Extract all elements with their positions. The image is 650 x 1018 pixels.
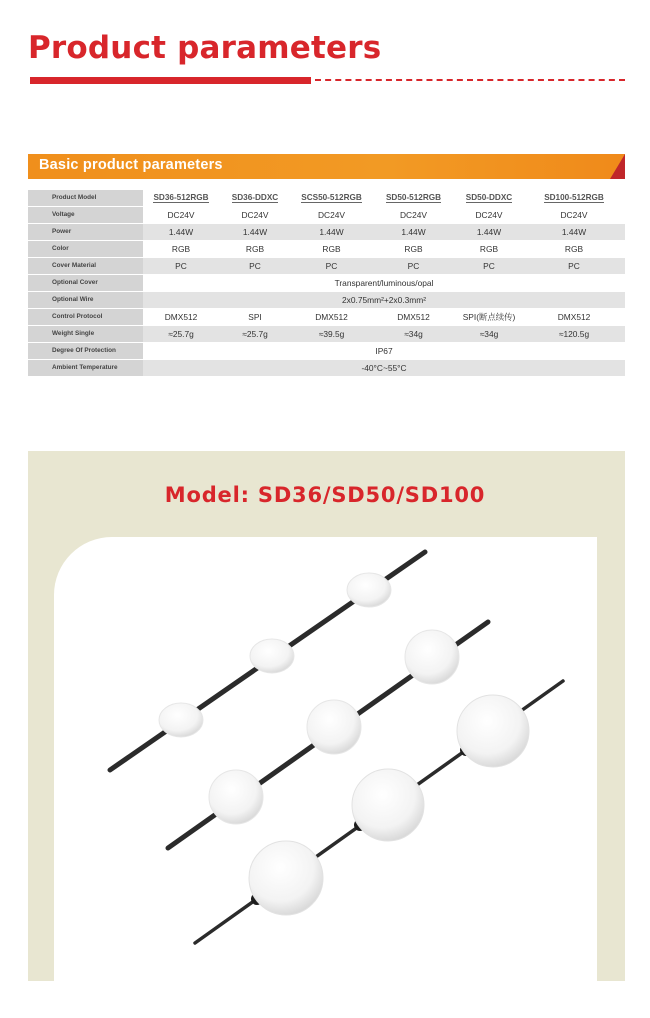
table-cell: PC <box>291 258 372 275</box>
table-cell: 1.44W <box>143 224 219 241</box>
pixel-bulb <box>209 770 263 824</box>
table-cell: RGB <box>291 241 372 258</box>
pixel-bulb <box>307 700 361 754</box>
model-header: SD100-512RGB <box>544 193 604 202</box>
table-cell: DC24V <box>372 207 455 224</box>
light-string-sd50 <box>168 622 488 848</box>
table-cell: RGB <box>455 241 523 258</box>
row-label: Product Model <box>28 190 143 207</box>
pixel-bulb <box>352 769 424 841</box>
table-cell: DMX512 <box>523 309 625 326</box>
table-cell: SPI <box>219 309 291 326</box>
table-cell: 1.44W <box>291 224 372 241</box>
table-cell: DC24V <box>219 207 291 224</box>
table-cell: DC24V <box>291 207 372 224</box>
pixel-bulb <box>250 639 294 673</box>
table-cell: 1.44W <box>372 224 455 241</box>
table-cell-merged: 2x0.75mm²+2x0.3mm² <box>143 292 625 309</box>
table-cell: RGB <box>143 241 219 258</box>
model-header: SD50-512RGB <box>385 193 442 202</box>
model-header: SD36-512RGB <box>153 193 209 202</box>
row-label: Optional Wire <box>28 292 143 309</box>
pixel-bulb <box>457 695 529 767</box>
model-header: SD36-DDXC <box>231 193 279 202</box>
table-cell-merged: -40°C~55°C <box>143 360 625 377</box>
pixel-bulb <box>249 841 323 915</box>
model-header: SD50-DDXC <box>465 193 513 202</box>
table-cell: DC24V <box>523 207 625 224</box>
row-label: Cover Material <box>28 258 143 275</box>
table-cell: ≈120.5g <box>523 326 625 343</box>
table-cell: DMX512 <box>143 309 219 326</box>
table-cell: ≈34g <box>455 326 523 343</box>
row-label: Optional Cover <box>28 275 143 292</box>
page-title: Product parameters <box>28 30 382 66</box>
table-cell: RGB <box>523 241 625 258</box>
row-label: Degree Of Protection <box>28 343 143 360</box>
table-cell: DC24V <box>455 207 523 224</box>
table-cell: DMX512 <box>291 309 372 326</box>
table-cell: 1.44W <box>523 224 625 241</box>
table-cell: 1.44W <box>455 224 523 241</box>
table-cell: 1.44W <box>219 224 291 241</box>
table-cell-merged: IP67 <box>143 343 625 360</box>
row-label: Control Protocol <box>28 309 143 326</box>
row-label: Weight Single <box>28 326 143 343</box>
pixel-bulb <box>347 573 391 607</box>
table-cell: ≈25.7g <box>143 326 219 343</box>
table-cell: PC <box>523 258 625 275</box>
model-title: Model: SD36/SD50/SD100 <box>164 483 486 507</box>
pixel-bulb <box>159 703 203 737</box>
table-cell: DC24V <box>143 207 219 224</box>
model-header: SCS50-512RGB <box>301 193 362 202</box>
table-cell: PC <box>143 258 219 275</box>
table-cell: PC <box>372 258 455 275</box>
row-label: Ambient Temperature <box>28 360 143 377</box>
table-cell: ≈25.7g <box>219 326 291 343</box>
section-title: Basic product parameters <box>39 157 223 173</box>
table-cell: ≈39.5g <box>291 326 372 343</box>
table-cell: RGB <box>372 241 455 258</box>
table-cell: PC <box>455 258 523 275</box>
table-cell: DMX512 <box>372 309 455 326</box>
table-cell: ≈34g <box>372 326 455 343</box>
light-string-sd36 <box>110 552 425 770</box>
table-cell-merged: Transparent/luminous/opal <box>143 275 625 292</box>
table-cell: SPI(断点续传) <box>455 309 523 326</box>
row-label: Power <box>28 224 143 241</box>
table-cell: PC <box>219 258 291 275</box>
row-label: Voltage <box>28 207 143 224</box>
pixel-bulb <box>405 630 459 684</box>
row-label: Color <box>28 241 143 258</box>
table-cell: RGB <box>219 241 291 258</box>
